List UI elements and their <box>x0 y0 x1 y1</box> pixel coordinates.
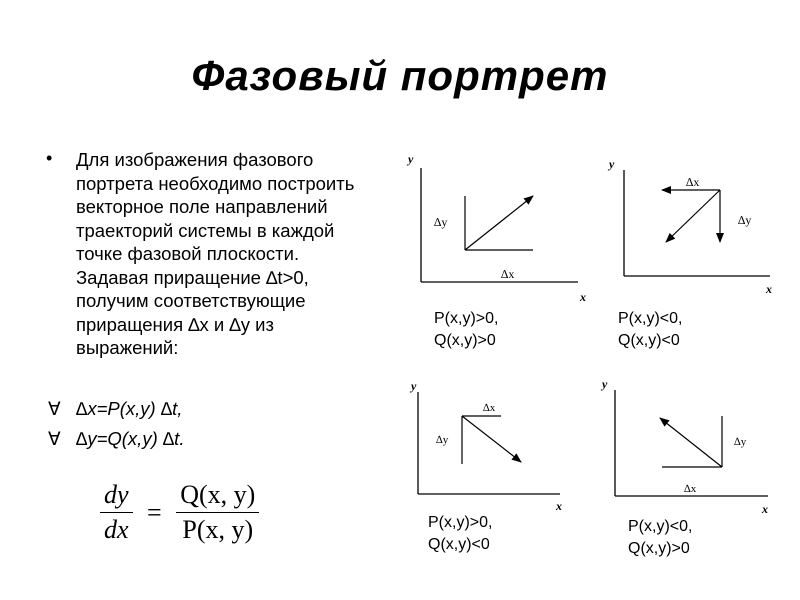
condition-p-pos-q-pos <box>434 308 498 352</box>
diagram-p-neg-q-neg <box>607 157 772 296</box>
dx-label: ∆x <box>501 267 515 281</box>
dx-label: ∆x <box>483 402 496 414</box>
condition-line: P(x,y)<0, <box>628 518 693 535</box>
x-axis-label: x <box>580 290 586 304</box>
diagram-p-pos-q-pos <box>406 152 586 304</box>
x-axis-label: x <box>766 282 772 296</box>
lhs-numerator: dy <box>100 478 133 513</box>
direction-arrow <box>462 416 521 462</box>
direction-arrow <box>666 190 720 242</box>
direction-arrow <box>465 196 533 250</box>
forall-icon: ∀ <box>48 398 61 419</box>
rhs-numerator: Q(x, y) <box>176 478 259 513</box>
diagram-p-neg-q-pos <box>600 377 768 516</box>
equation-dy-text: ∆y=Q(x,y) ∆t. <box>76 428 185 449</box>
condition-line: Q(x,y)>0 <box>434 332 496 349</box>
y-axis-label: y <box>411 379 417 393</box>
slide-title: Фазовый портрет <box>191 52 609 99</box>
equation-dx-text: ∆x=P(x,y) ∆t, <box>76 398 183 419</box>
condition-line: P(x,y)>0, <box>434 310 499 327</box>
diagram-p-pos-q-neg <box>409 379 562 513</box>
forall-icon: ∀ <box>48 428 61 449</box>
dx-label: ∆x <box>684 483 697 495</box>
x-axis-label: x <box>556 499 562 513</box>
condition-p-neg-q-pos <box>628 516 692 560</box>
y-axis-label: y <box>609 157 615 171</box>
dy-label: ∆y <box>434 215 448 229</box>
condition-line: Q(x,y)<0 <box>618 332 680 349</box>
condition-line: Q(x,y)>0 <box>628 540 690 557</box>
bullet-icon: • <box>46 148 53 168</box>
rhs-denominator: P(x, y) <box>182 515 254 544</box>
condition-line: Q(x,y)<0 <box>428 536 490 553</box>
dy-label: ∆y <box>738 213 752 227</box>
dy-label: ∆y <box>436 434 449 446</box>
lhs-denominator: dx <box>104 515 129 544</box>
equals-sign: = <box>147 497 162 527</box>
dx-label: ∆x <box>686 175 700 189</box>
y-axis-label: y <box>602 377 608 391</box>
x-axis-label: x <box>762 502 768 516</box>
description-text: Для изображения фазового портрета необходимо построить векторное поле направлений траекторий системы в каждой точке фазовой плоскости. Задавая приращение ∆t>0, получим соответствующие приращения ∆x и ∆y из выражений: <box>76 149 355 358</box>
condition-p-neg-q-neg <box>618 308 682 352</box>
condition-p-pos-q-neg <box>428 512 492 556</box>
y-axis-label: y <box>408 152 414 166</box>
dy-label: ∆y <box>734 436 747 448</box>
condition-line: P(x,y)<0, <box>618 310 683 327</box>
condition-line: P(x,y)>0, <box>428 514 493 531</box>
direction-arrow <box>660 418 722 467</box>
